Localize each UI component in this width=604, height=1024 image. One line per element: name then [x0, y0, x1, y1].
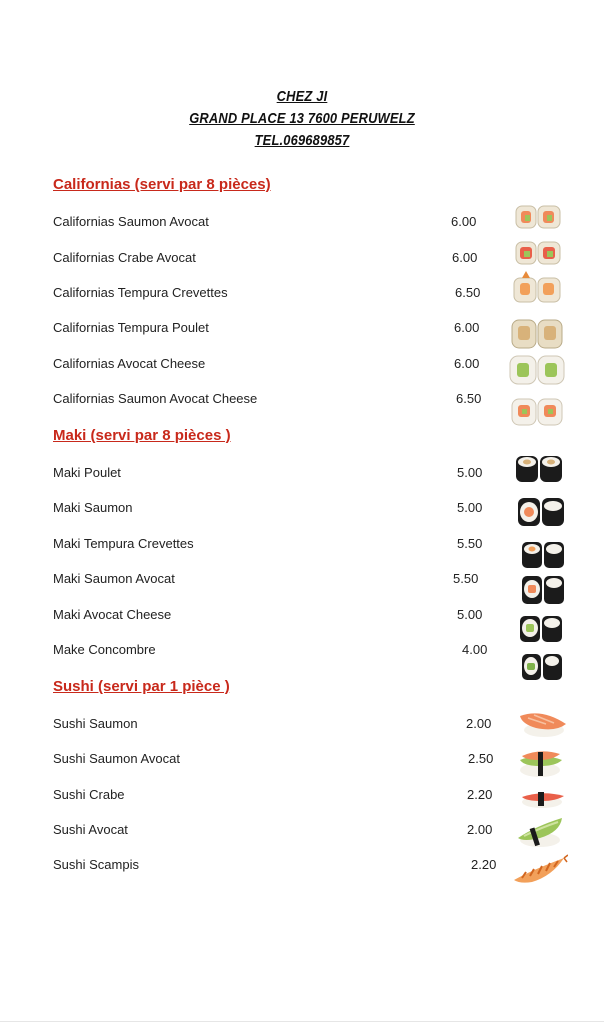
- menu-item-price: 2.20: [471, 857, 497, 872]
- restaurant-phone: TEL.069689857: [254, 132, 350, 149]
- menu-item-price: 6.00: [454, 356, 480, 371]
- menu-item-name: Sushi Crabe: [53, 787, 125, 802]
- menu-item-name: Sushi Saumon: [53, 716, 138, 731]
- maki-salmon-avocado-icon: [520, 574, 566, 606]
- menu-item-price: 6.50: [455, 285, 481, 300]
- menu-item-price: 6.00: [451, 214, 477, 229]
- sushi-scampi-icon: [512, 854, 568, 886]
- california-tempura-shrimp-icon: [512, 270, 564, 306]
- menu-item-name: Californias Saumon Avocat: [53, 214, 209, 229]
- section-title-sushi: Sushi (servi par 1 pièce ): [53, 678, 230, 695]
- maki-tempura-shrimp-icon: [520, 540, 566, 570]
- sushi-avocado-icon: [514, 814, 566, 850]
- menu-item-price: 5.00: [457, 607, 483, 622]
- california-salmon-avocado-cheese-icon: [510, 396, 566, 428]
- menu-item-name: Maki Saumon Avocat: [53, 571, 175, 586]
- menu-item-name: Maki Poulet: [53, 465, 121, 480]
- menu-item-price: 5.50: [453, 571, 479, 586]
- menu-item-price: 2.00: [467, 822, 493, 837]
- menu-item-name: Californias Tempura Crevettes: [53, 285, 228, 300]
- maki-cucumber-icon: [520, 652, 564, 682]
- sushi-crab-icon: [518, 786, 568, 810]
- menu-item-name: Californias Saumon Avocat Cheese: [53, 391, 258, 406]
- maki-avocado-cheese-icon: [518, 614, 564, 644]
- california-crab-avocado-icon: [514, 238, 562, 268]
- sushi-salmon-avocado-icon: [516, 746, 566, 780]
- menu-item-price: 5.00: [457, 465, 483, 480]
- menu-item-name: Maki Avocat Cheese: [53, 607, 172, 622]
- menu-item-price: 5.50: [457, 536, 483, 551]
- menu-item-name: Californias Tempura Poulet: [53, 320, 209, 335]
- restaurant-header: [0, 86, 604, 152]
- menu-item-name: Sushi Avocat: [53, 822, 128, 837]
- section-title-maki: Maki (servi par 8 pièces ): [53, 427, 231, 444]
- maki-salmon-icon: [516, 496, 566, 530]
- restaurant-address: GRAND PLACE 13 7600 PERUWELZ: [189, 110, 415, 127]
- menu-item-name: Maki Saumon: [53, 500, 133, 515]
- menu-item-price: 2.00: [466, 716, 492, 731]
- section-title-californias: Californias (servi par 8 pièces): [53, 176, 271, 193]
- menu-item-price: 2.20: [467, 787, 493, 802]
- menu-item-price: 6.50: [456, 391, 482, 406]
- page-bottom-divider: [0, 1021, 604, 1022]
- menu-item-name: Sushi Scampis: [53, 857, 139, 872]
- maki-chicken-icon: [514, 452, 564, 486]
- california-salmon-avocado-icon: [514, 202, 562, 232]
- menu-item-name: Make Concombre: [53, 642, 156, 657]
- menu-item-price: 6.00: [454, 320, 480, 335]
- california-avocado-cheese-icon: [508, 352, 568, 388]
- menu-item-name: Sushi Saumon Avocat: [53, 751, 180, 766]
- sushi-salmon-icon: [516, 706, 570, 740]
- california-tempura-chicken-icon: [510, 316, 566, 352]
- menu-item-price: 6.00: [452, 250, 478, 265]
- menu-item-price: 5.00: [457, 500, 483, 515]
- menu-item-price: 2.50: [468, 751, 494, 766]
- menu-item-price: 4.00: [462, 642, 488, 657]
- menu-item-name: Californias Crabe Avocat: [53, 250, 196, 265]
- restaurant-name: CHEZ JI: [276, 88, 328, 105]
- menu-item-name: Californias Avocat Cheese: [53, 356, 206, 371]
- menu-item-name: Maki Tempura Crevettes: [53, 536, 194, 551]
